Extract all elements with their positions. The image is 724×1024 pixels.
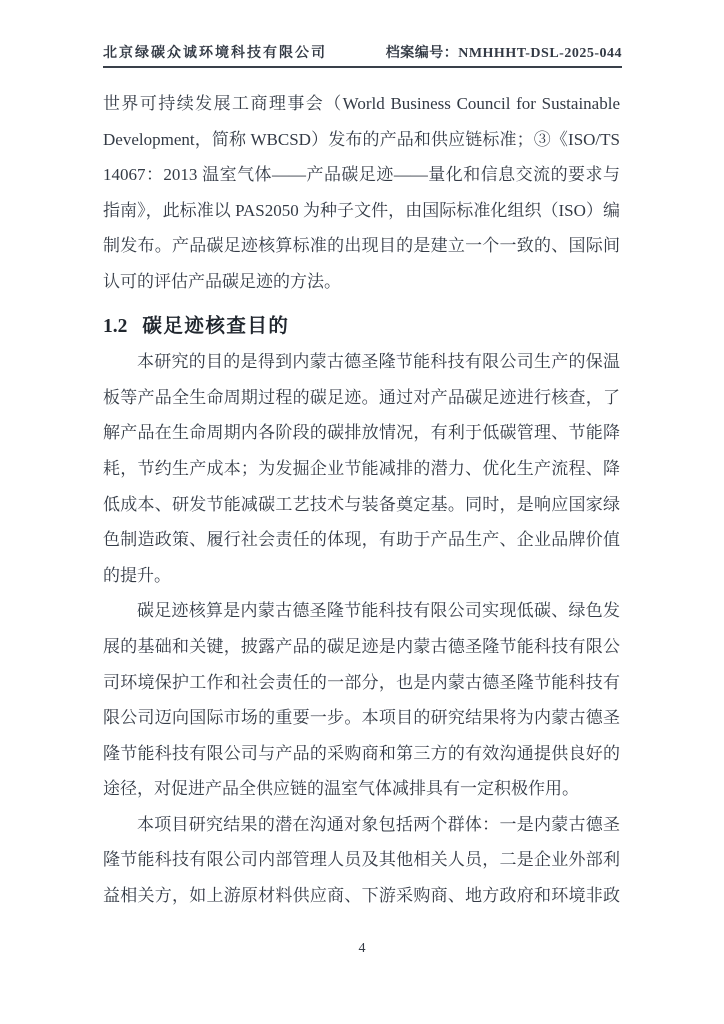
paragraph: 本研究的目的是得到内蒙古德圣隆节能科技有限公司生产的保温板等产品全生命周期过程的碳足迹。通过对产品碳足迹进行核查，了解产品在生命周期内各阶段的碳排放情况，有利于低碳管理、节能降耗，节约生产成本；为发掘企业节能减排的潜力、优化生产流程、降低成本、研发节能减碳工艺技术与装备奠定基。同时，是响应国家绿色制造政策、履行社会责任的体现，有助于产品生产、企业品牌价值的提升。 (103, 352, 620, 585)
page-footer (0, 940, 724, 958)
paragraph: 本项目研究结果的潜在沟通对象包括两个群体：一是内蒙古德圣隆节能科技有限公司内部管理人员及其他相关人员，二是企业外部利益相关方，如上游原材料供应商、下游采购商、地方政府和环境非政 (103, 814, 620, 906)
document-body (103, 86, 620, 914)
paragraph: 碳足迹核算是内蒙古德圣隆节能科技有限公司实现低碳、绿色发展的基础和关键，披露产品的碳足迹是内蒙古德圣隆节能科技有限公司环境保护工作和社会责任的一部分，也是内蒙古德圣隆节能科技有限公司迈向国际市场的重要一步。本项目的研究结果将为内蒙古德圣隆节能科技有限公司与产品的采购商和第三方的有效沟通提供良好的途径，对促进产品全供应链的温室气体减排具有一定积极作用。 (103, 601, 620, 799)
archive-value: NMHHHT-DSL-2025-044 (458, 46, 622, 61)
section-title: 碳足迹核查目的 (142, 315, 290, 337)
header-divider (103, 66, 622, 68)
page-header (103, 44, 622, 64)
header-archive-number (386, 44, 622, 64)
paragraph-intro: 世界可持续发展工商理事会（World Business Council for Sustainable Development，简称 WBCSD）发布的产品和供应链标准；③《ISO/TS 14067：2013 温室气体——产品碳足迹——量化和信息交流的要求与指南》，此标准以 PAS2050 为种子文件，由国际标准化组织（ISO）编制发布。产品碳足迹核算标准的出现目的是建立一个一致的、国际间认可的评估产品碳足迹的方法。 (103, 94, 620, 291)
page-number: 4 (358, 941, 366, 956)
section-number: 1.2 (103, 315, 128, 337)
header-company-name: 北京绿碳众诚环境科技有限公司 (103, 46, 327, 61)
archive-label: 档案编号： (385, 46, 459, 61)
section-heading (103, 309, 620, 345)
